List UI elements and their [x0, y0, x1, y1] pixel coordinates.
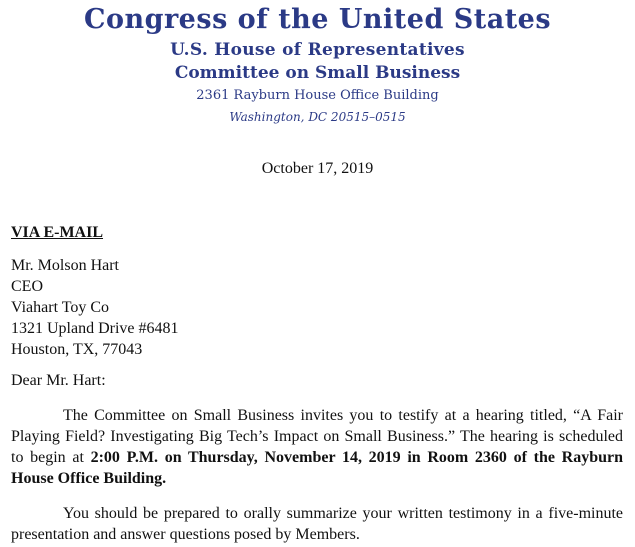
letterhead-congress: Congress of the United States [83, 4, 552, 35]
recipient-street: 1321 Upland Drive #6481 [11, 320, 179, 337]
recipient-company: Viahart Toy Co [11, 299, 110, 316]
hearing-time-location: 2:00 P.M. on Thursday, November 14, 2019 in Room 2360 of the Rayburn House Office Building. [11, 449, 623, 487]
letterhead-committee: Committee on Small Business [174, 63, 461, 83]
salutation: Dear Mr. Hart: [11, 372, 106, 389]
invitation-text: The Committee on Small Business invites you to testify at a hearing titled, “A Fair Playing Field? Investigating Big Tech’s Impact on Small Business.” The hearing is scheduled to begin at [11, 407, 623, 466]
recipient-name: Mr. Molson Hart [11, 257, 119, 274]
recipient-address [11, 255, 179, 360]
letterhead-city: Washington, DC 20515–0515 [229, 110, 406, 124]
delivery-method: VIA E-MAIL [11, 224, 104, 241]
invitation-paragraph [11, 405, 623, 489]
recipient-title: CEO [11, 278, 43, 295]
letterhead-building: 2361 Rayburn House Office Building [196, 88, 439, 103]
testimony-paragraph: You should be prepared to orally summarize your written testimony in a five-minute presentation and answer questions posed by Members. [11, 505, 623, 543]
recipient-city: Houston, TX, 77043 [11, 341, 143, 358]
letterhead-house: U.S. House of Representatives [170, 40, 465, 60]
letter-date: October 17, 2019 [261, 160, 374, 177]
